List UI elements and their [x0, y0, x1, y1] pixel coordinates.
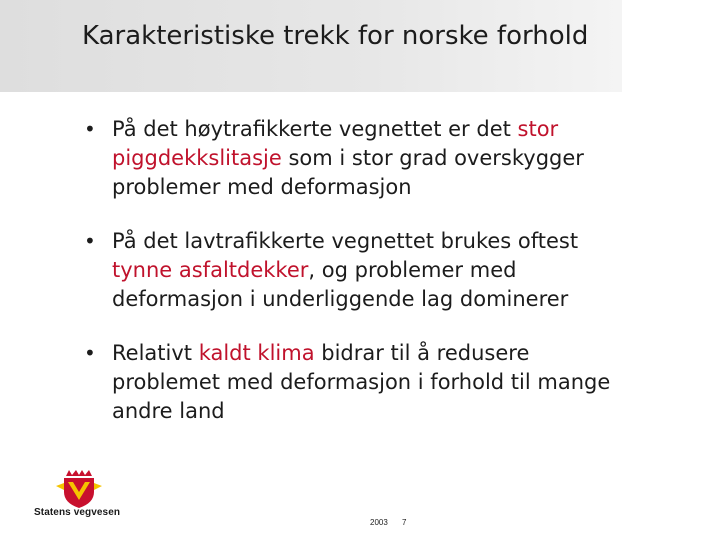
- bullet-text-post: bidrar til å redusere problemet med deformasjon i forhold til mange andre land: [112, 341, 611, 423]
- bullet-item: [82, 227, 642, 314]
- bullet-text-highlight: kaldt klima: [198, 341, 315, 365]
- bullet-dot: •: [84, 117, 96, 141]
- logo-text: Statens vegvesen: [34, 507, 121, 518]
- bullet-list: [82, 115, 642, 451]
- bullet-text-highlight: stor piggdekkslitasje: [112, 117, 559, 170]
- bullet-text-pre: På det lavtrafikkerte vegnettet brukes oftest: [112, 229, 579, 253]
- slide-title: Karakteristiske trekk for norske forhold: [82, 21, 589, 51]
- bullet-text-pre: På det høytrafikkerte vegnettet er det: [112, 117, 518, 141]
- bullet-dot: •: [84, 229, 96, 253]
- bullet-dot: •: [84, 341, 96, 365]
- bullet-text-pre: Relativt: [112, 341, 199, 365]
- bullet-text-highlight: tynne asfaltdekker: [112, 258, 309, 282]
- page-number: 7: [402, 518, 407, 527]
- bullet-item: [82, 115, 642, 202]
- bullet-item: [82, 339, 642, 426]
- bullet-text-post: , og problemer med deformasjon i underliggende lag dominerer: [112, 258, 569, 311]
- bullet-text-post: som i stor grad overskygger problemer med deformasjon: [112, 146, 584, 199]
- footer-year: 2003: [370, 518, 388, 527]
